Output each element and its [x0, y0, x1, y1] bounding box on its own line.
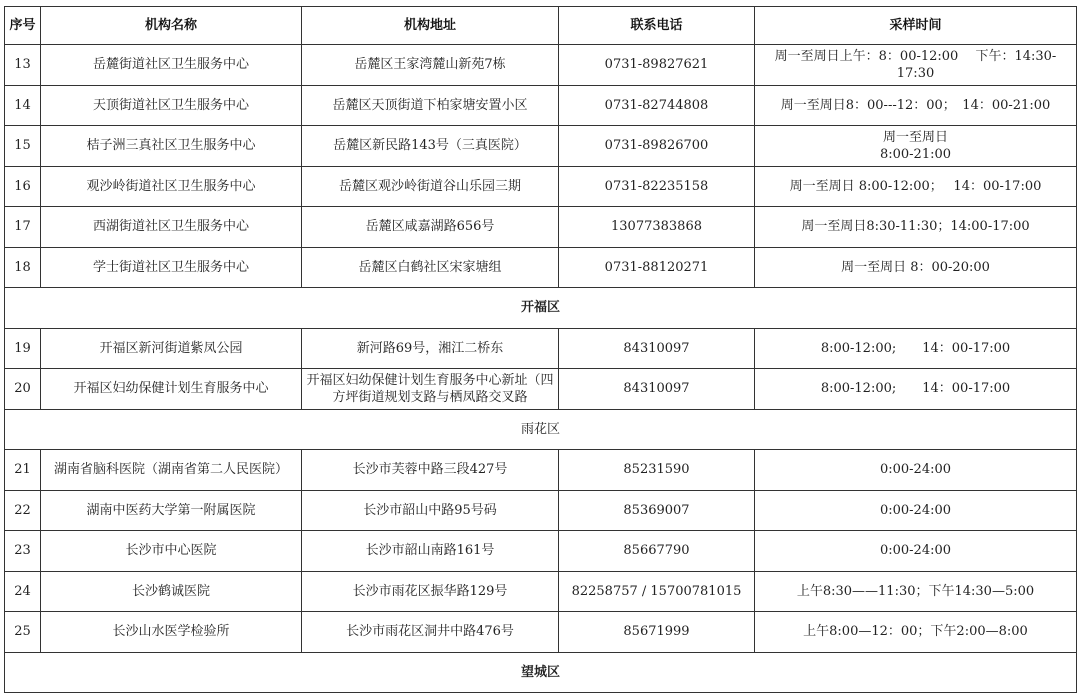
- table-row: [5, 612, 1077, 653]
- district-section-row: [5, 409, 1077, 450]
- table-row: [5, 207, 1077, 248]
- institution-name: 观沙岭街道社区卫生服务中心: [41, 166, 302, 207]
- row-number: 22: [5, 490, 41, 531]
- header-phone: 联系电话: [559, 7, 755, 45]
- district-section-row: [5, 652, 1077, 693]
- institution-name: 长沙市中心医院: [41, 531, 302, 572]
- institution-name: 湖南中医药大学第一附属医院: [41, 490, 302, 531]
- sampling-time: 0:00-24:00: [755, 450, 1077, 491]
- row-number: 15: [5, 126, 41, 167]
- institution-name: 开福区新河街道紫凤公园: [41, 328, 302, 369]
- row-number: 25: [5, 612, 41, 653]
- sampling-time: 8:00-12:00; 14：00-17:00: [755, 369, 1077, 410]
- row-number: 21: [5, 450, 41, 491]
- table-row: [5, 247, 1077, 288]
- institution-name: 长沙山水医学检验所: [41, 612, 302, 653]
- contact-phone: 84310097: [559, 328, 755, 369]
- institution-name: 桔子洲三真社区卫生服务中心: [41, 126, 302, 167]
- institution-address: 长沙市芙蓉中路三段427号: [302, 450, 559, 491]
- row-number: 20: [5, 369, 41, 410]
- contact-phone: 0731-89827621: [559, 45, 755, 86]
- table-row: [5, 328, 1077, 369]
- sampling-time: 8:00-12:00; 14：00-17:00: [755, 328, 1077, 369]
- header-address: 机构地址: [302, 7, 559, 45]
- institution-address: 开福区妇幼保健计划生育服务中心新址（四方坪街道规划支路与栖凤路交叉路: [302, 369, 559, 410]
- sampling-time: 周一至周日8：00---12：00； 14：00-21:00: [755, 85, 1077, 126]
- contact-phone: 0731-89826700: [559, 126, 755, 167]
- institution-name: 学士街道社区卫生服务中心: [41, 247, 302, 288]
- institution-address: 长沙市韶山中路95号码: [302, 490, 559, 531]
- row-number: 18: [5, 247, 41, 288]
- row-number: 13: [5, 45, 41, 86]
- contact-phone: 85369007: [559, 490, 755, 531]
- district-heading: 望城区: [5, 652, 1077, 693]
- testing-sites-table: [4, 6, 1077, 693]
- contact-phone: 84310097: [559, 369, 755, 410]
- sampling-time: 周一至周日 8:00-21:00: [755, 126, 1077, 167]
- table-row: [5, 571, 1077, 612]
- sampling-time: 周一至周日8:30-11:30；14:00-17:00: [755, 207, 1077, 248]
- header-no: 序号: [5, 7, 41, 45]
- table-row: [5, 126, 1077, 167]
- institution-address: 岳麓区观沙岭街道谷山乐园三期: [302, 166, 559, 207]
- sampling-time: 0:00-24:00: [755, 531, 1077, 572]
- institution-name: 西湖街道社区卫生服务中心: [41, 207, 302, 248]
- header-name: 机构名称: [41, 7, 302, 45]
- row-number: 19: [5, 328, 41, 369]
- sampling-time: 上午8:30——11:30；下午14:30—5:00: [755, 571, 1077, 612]
- institution-address: 新河路69号，湘江二桥东: [302, 328, 559, 369]
- institution-name: 天顶街道社区卫生服务中心: [41, 85, 302, 126]
- header-time: 采样时间: [755, 7, 1077, 45]
- institution-name: 开福区妇幼保健计划生育服务中心: [41, 369, 302, 410]
- contact-phone: 0731-82744808: [559, 85, 755, 126]
- row-number: 16: [5, 166, 41, 207]
- table-body: [5, 45, 1077, 693]
- institution-address: 岳麓区王家湾麓山新苑7栋: [302, 45, 559, 86]
- table-row: [5, 45, 1077, 86]
- sampling-time: 周一至周日 8:00-12:00； 14：00-17:00: [755, 166, 1077, 207]
- district-section-row: [5, 288, 1077, 329]
- table-row: [5, 450, 1077, 491]
- sampling-time: 上午8:00—12：00；下午2:00—8:00: [755, 612, 1077, 653]
- table-row: [5, 369, 1077, 410]
- institution-address: 岳麓区天顶街道下柏家塘安置小区: [302, 85, 559, 126]
- table-header-row: [5, 7, 1077, 45]
- table-row: [5, 85, 1077, 126]
- row-number: 14: [5, 85, 41, 126]
- contact-phone: 0731-88120271: [559, 247, 755, 288]
- row-number: 17: [5, 207, 41, 248]
- sampling-time: 0:00-24:00: [755, 490, 1077, 531]
- sampling-time: 周一至周日 8：00-20:00: [755, 247, 1077, 288]
- institution-address: 岳麓区咸嘉湖路656号: [302, 207, 559, 248]
- table-row: [5, 490, 1077, 531]
- row-number: 23: [5, 531, 41, 572]
- table-row: [5, 166, 1077, 207]
- contact-phone: 0731-82235158: [559, 166, 755, 207]
- institution-name: 岳麓街道社区卫生服务中心: [41, 45, 302, 86]
- contact-phone: 85667790: [559, 531, 755, 572]
- contact-phone: 85231590: [559, 450, 755, 491]
- contact-phone: 85671999: [559, 612, 755, 653]
- institution-address: 岳麓区新民路143号（三真医院）: [302, 126, 559, 167]
- contact-phone: 82258757 / 15700781015: [559, 571, 755, 612]
- contact-phone: 13077383868: [559, 207, 755, 248]
- institution-address: 长沙市韶山南路161号: [302, 531, 559, 572]
- district-heading: 开福区: [5, 288, 1077, 329]
- sampling-time: 周一至周日上午：8：00-12:00 下午：14:30-17:30: [755, 45, 1077, 86]
- district-heading: 雨花区: [5, 409, 1077, 450]
- table-row: [5, 531, 1077, 572]
- institution-address: 长沙市雨花区洞井中路476号: [302, 612, 559, 653]
- institution-name: 湖南省脑科医院（湖南省第二人民医院）: [41, 450, 302, 491]
- institution-address: 岳麓区白鹤社区宋家塘组: [302, 247, 559, 288]
- institution-name: 长沙鹤诚医院: [41, 571, 302, 612]
- institution-address: 长沙市雨花区振华路129号: [302, 571, 559, 612]
- row-number: 24: [5, 571, 41, 612]
